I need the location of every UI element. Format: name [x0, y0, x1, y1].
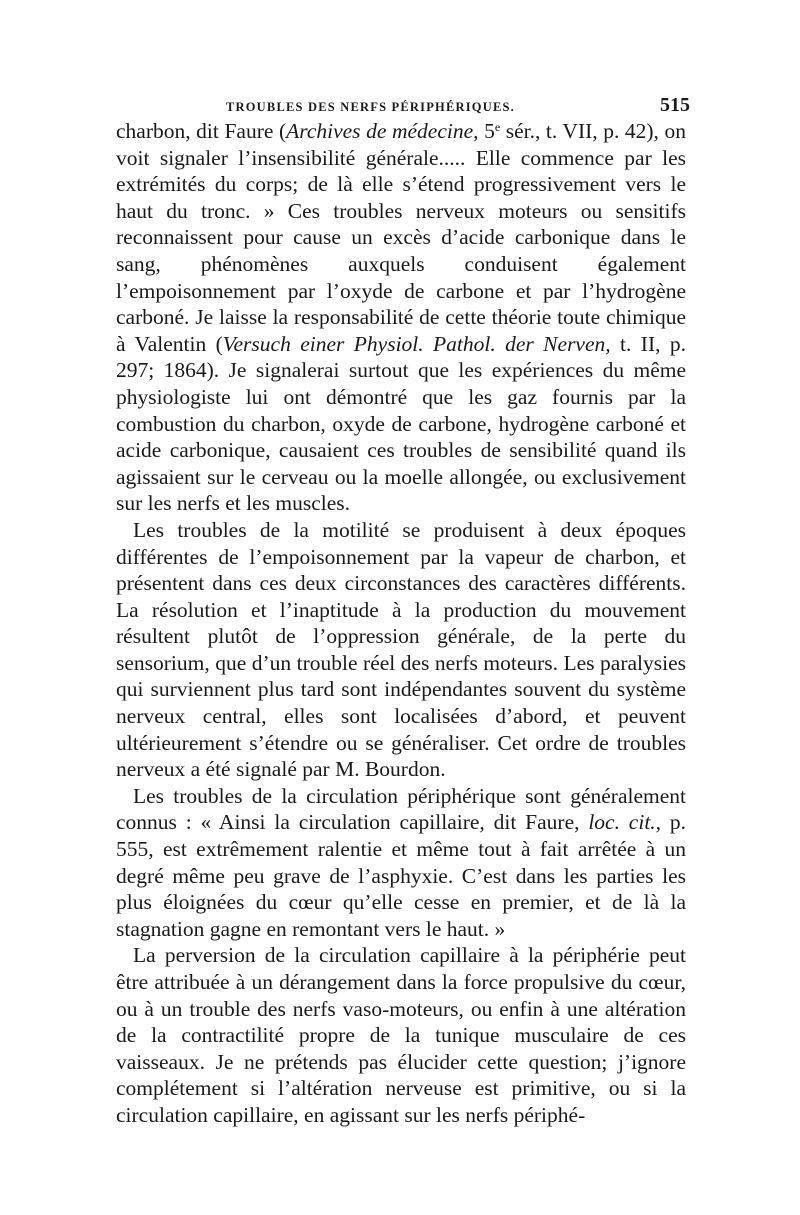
- paragraph: [116, 517, 686, 783]
- superscript: e: [494, 120, 501, 134]
- text-run: charbon, dit Faure (: [116, 119, 287, 143]
- text-run: 5: [478, 119, 495, 143]
- italic-citation: loc. cit.,: [588, 810, 662, 835]
- running-head: [116, 92, 690, 118]
- book-page: [116, 92, 690, 1129]
- paragraph: [116, 942, 686, 1128]
- running-title: TROUBLES DES NERFS PÉRIPHÉRIQUES.: [226, 100, 515, 114]
- text-run: Les troubles de la motilité se produisent à deux époques différentes de l’empoisonnement par la vapeur de charbon, et présentent dans ces deux circonstances des caractères différents. La résolution et l’inaptitude à la production du mouvement résultent plutôt de l’oppression générale, de la perte du sensorium, que d’un trouble réel des nerfs moteurs. Les paralysies qui surviennent plus tard sont indépendantes souvent du système nerveux central, elles sont localisées d’abord, et peuvent ultérieurement s’étendre ou se généraliser. Cet ordre de troubles nerveux a été signalé par M. Bourdon.: [116, 517, 686, 782]
- italic-citation: Versuch einer Physiol. Pathol. der Nerven,: [222, 331, 611, 356]
- page-number: 515: [660, 94, 690, 116]
- text-run: La perversion de la circulation capillaire à la périphérie peut être attribuée à un dérangement dans la force propulsive du cœur, ou à un trouble des nerfs vaso-moteurs, ou enfin à une altération de la contractilité propre de la tunique musculaire de ces vaisseaux. Je ne prétends pas élucider cette question; j’ignore complétement si l’altération nerveuse est primitive, ou si la circulation capillaire, en agissant sur les nerfs périphé-: [116, 943, 686, 1127]
- text-run: Les troubles de la circulation périphérique sont généralement connus : « Ainsi la circulation capillaire, dit Faure,: [116, 783, 686, 835]
- body-text: [116, 118, 686, 1129]
- text-run: t. II, p. 297; 1864). Je signalerai surtout que les expériences du même physiologiste lui ont démontré que les gaz fournis par la combustion du charbon, oxyde de carbone, hydrogène carboné et acide carbonique, causaient ces troubles de sensibilité quand ils agissaient sur le cerveau ou la moelle allongée, ou exclusivement sur les nerfs et les muscles.: [116, 331, 687, 516]
- text-run: sér., t. VII, p. 42), on voit signaler l’insensibilité générale..... Elle commence par les extrémités du corps; de là elle s’étend progressivement vers le haut du tronc. » Ces troubles nerveux moteurs ou sensitifs reconnaissent pour cause un excès d’acide carbonique dans le sang, phénomènes auxquels conduisent également l’empoisonnement par l’oxyde de carbone et par l’hydrogène carboné. Je laisse la responsabilité de cette théorie toute chimique à Valentin (: [116, 119, 686, 356]
- paragraph: [116, 118, 686, 517]
- text-run: p. 555, est extrêmement ralentie et même tout à fait arrêtée à un degré même peu grave de l’asphyxie. C’est dans les parties les plus éloignées du cœur qu’elle cesse en premier, et de là la stagnation gagne en remontant vers le haut. »: [116, 810, 687, 941]
- italic-citation: Archives de médecine,: [286, 119, 479, 143]
- paragraph: [116, 783, 686, 943]
